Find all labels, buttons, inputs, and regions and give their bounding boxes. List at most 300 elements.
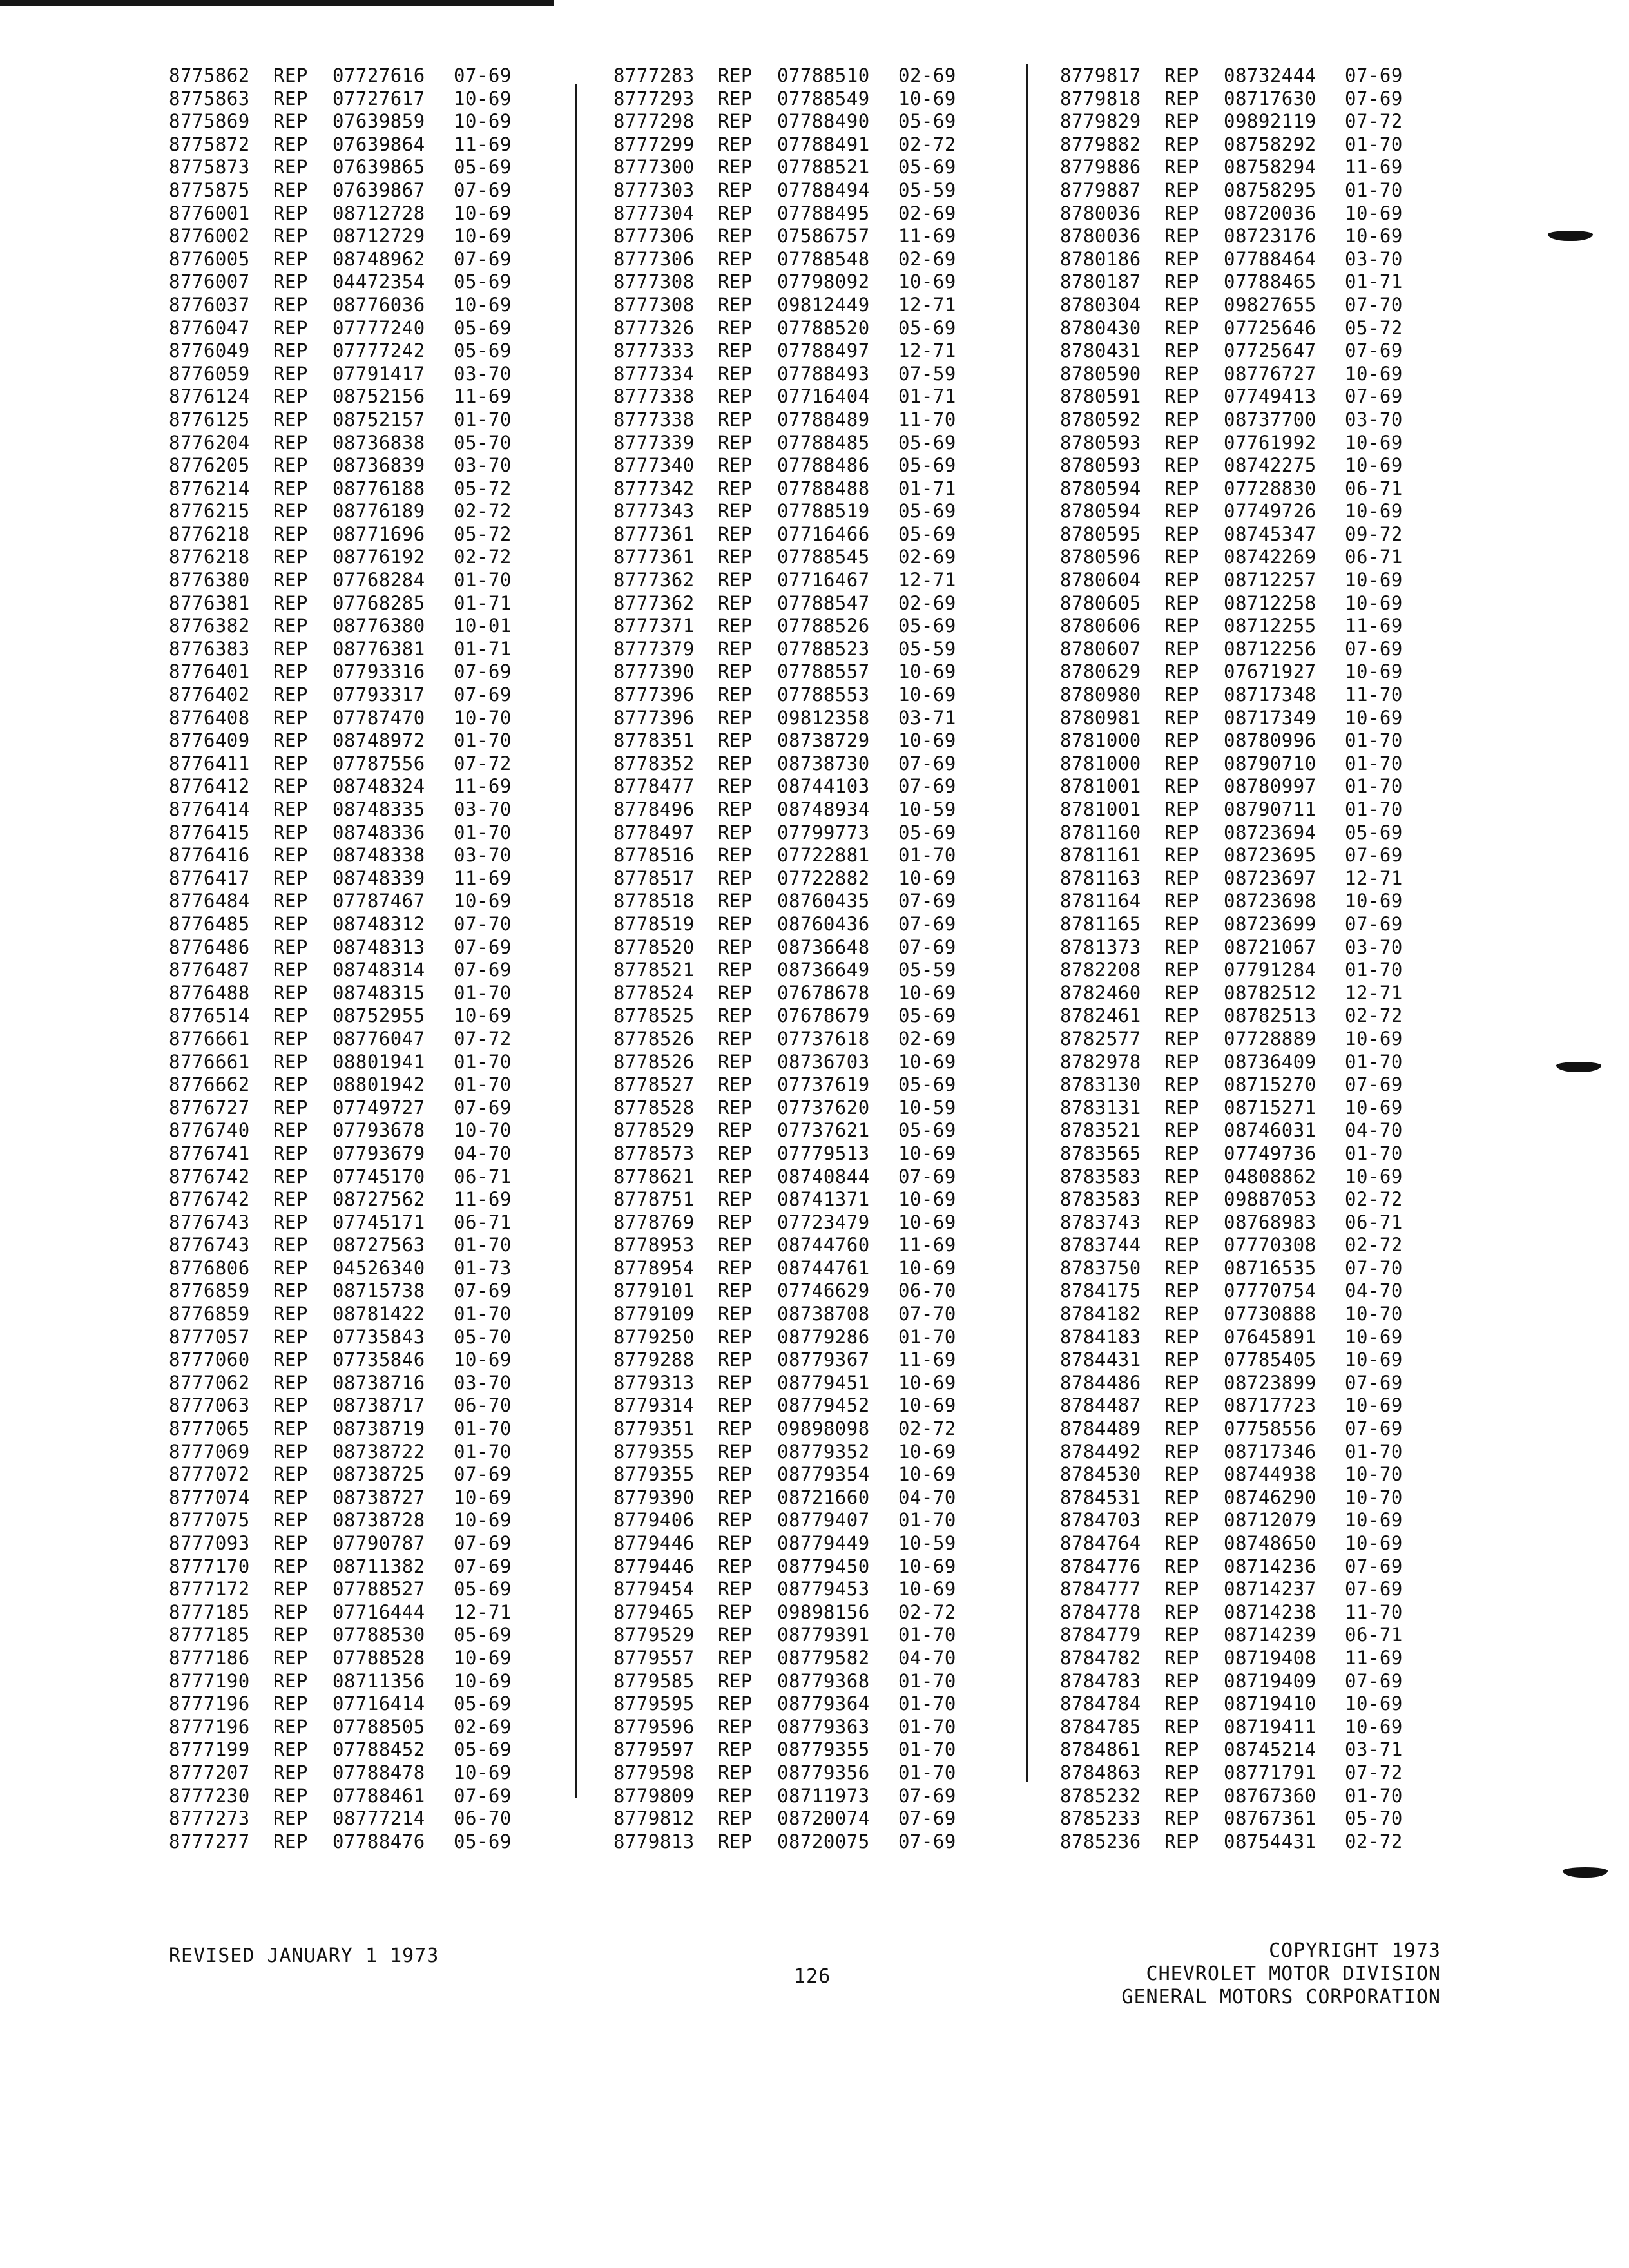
replacement-number: 08779453 [777, 1578, 870, 1600]
table-row [1060, 729, 1472, 753]
parts-column-2 [613, 64, 1026, 1853]
replacement-number: 07768284 [333, 569, 425, 591]
table-row [613, 1693, 1026, 1716]
part-number: 8785236 [1060, 1830, 1141, 1852]
rep-code: REP [273, 1004, 308, 1027]
part-number: 8782461 [1060, 1004, 1141, 1027]
effective-date: 10-69 [454, 1669, 512, 1692]
rep-code: REP [718, 454, 753, 477]
copyright-line: COPYRIGHT 1973 [1269, 1939, 1441, 1962]
table-row [169, 1555, 581, 1579]
effective-date: 11-69 [1345, 156, 1403, 178]
table-row [613, 615, 1026, 638]
effective-date: 10-69 [1345, 1693, 1403, 1715]
rep-code: REP [1164, 1463, 1199, 1486]
table-row [613, 1647, 1026, 1670]
replacement-number: 07788521 [777, 156, 870, 178]
replacement-number: 08742275 [1224, 454, 1316, 477]
table-row [1060, 1716, 1472, 1739]
effective-date: 07-69 [1345, 637, 1403, 660]
rep-code: REP [273, 156, 308, 178]
rep-code: REP [273, 1715, 308, 1738]
rep-code: REP [1164, 1669, 1199, 1692]
replacement-number: 08748314 [333, 959, 425, 981]
effective-date: 06-71 [1345, 477, 1403, 499]
effective-date: 01-70 [1345, 133, 1403, 155]
rep-code: REP [718, 1211, 753, 1233]
part-number: 8777306 [613, 247, 695, 270]
replacement-number: 07639859 [333, 110, 425, 133]
rep-code: REP [718, 615, 753, 637]
part-number: 8777293 [613, 87, 695, 110]
replacement-number: 08779368 [777, 1669, 870, 1692]
part-number: 8777057 [169, 1325, 250, 1348]
part-number: 8779529 [613, 1624, 695, 1646]
replacement-number: 08712257 [1224, 569, 1316, 591]
effective-date: 05-69 [454, 1738, 512, 1761]
replacement-number: 08758295 [1224, 178, 1316, 201]
part-number: 8779596 [613, 1715, 695, 1738]
rep-code: REP [273, 431, 308, 454]
table-row [169, 1004, 581, 1028]
table-row [1060, 660, 1472, 684]
effective-date: 10-70 [454, 1119, 512, 1142]
table-row [613, 1762, 1026, 1785]
part-number: 8776409 [169, 729, 250, 752]
part-number: 8776214 [169, 477, 250, 499]
column-divider-2 [1026, 64, 1028, 1782]
rep-code: REP [718, 1440, 753, 1463]
effective-date: 10-69 [898, 867, 956, 889]
replacement-number: 08712258 [1224, 591, 1316, 614]
replacement-number: 08745214 [1224, 1738, 1316, 1761]
rep-code: REP [1164, 798, 1199, 820]
replacement-number: 08748312 [333, 912, 425, 935]
table-row [1060, 1441, 1472, 1464]
part-number: 8777230 [169, 1784, 250, 1807]
replacement-number: 08781422 [333, 1303, 425, 1325]
rep-code: REP [273, 1280, 308, 1302]
table-row [1060, 1831, 1472, 1854]
table-row [1060, 156, 1472, 179]
table-row [169, 1418, 581, 1441]
table-row [1060, 88, 1472, 111]
table-row [613, 1073, 1026, 1097]
effective-date: 05-69 [454, 271, 512, 293]
effective-date: 07-69 [898, 1165, 956, 1187]
rep-code: REP [1164, 1693, 1199, 1715]
replacement-number: 08780997 [1224, 775, 1316, 798]
effective-date: 09-72 [1345, 523, 1403, 545]
table-row [1060, 684, 1472, 707]
part-number: 8777308 [613, 271, 695, 293]
part-number: 8783744 [1060, 1234, 1141, 1256]
table-row [169, 1578, 581, 1601]
replacement-number: 07725646 [1224, 316, 1316, 339]
part-number: 8780430 [1060, 316, 1141, 339]
table-row [1060, 1073, 1472, 1097]
table-row [613, 1142, 1026, 1166]
table-row [169, 775, 581, 798]
effective-date: 01-70 [1345, 798, 1403, 820]
rep-code: REP [1164, 1418, 1199, 1440]
table-row [613, 385, 1026, 408]
table-row [169, 729, 581, 753]
part-number: 8779882 [1060, 133, 1141, 155]
rep-code: REP [718, 1280, 753, 1302]
part-number: 8777361 [613, 546, 695, 568]
part-number: 8776514 [169, 1004, 250, 1027]
rep-code: REP [1164, 1280, 1199, 1302]
table-row [613, 1257, 1026, 1280]
effective-date: 10-69 [898, 981, 956, 1004]
effective-date: 06-70 [454, 1807, 512, 1830]
replacement-number: 08715270 [1224, 1073, 1316, 1096]
table-row [613, 1578, 1026, 1601]
part-number: 8779406 [613, 1509, 695, 1532]
table-row [169, 1303, 581, 1326]
effective-date: 11-69 [454, 867, 512, 889]
rep-code: REP [718, 1600, 753, 1623]
part-number: 8776414 [169, 798, 250, 820]
replacement-number: 07790787 [333, 1532, 425, 1554]
rep-code: REP [718, 1234, 753, 1256]
rep-code: REP [273, 225, 308, 247]
part-number: 8776740 [169, 1119, 250, 1142]
rep-code: REP [1164, 454, 1199, 477]
table-row [613, 1349, 1026, 1372]
part-number: 8784782 [1060, 1646, 1141, 1669]
table-row [169, 798, 581, 822]
table-row [613, 684, 1026, 707]
rep-code: REP [718, 500, 753, 523]
rep-code: REP [273, 1371, 308, 1394]
effective-date: 03-70 [1345, 936, 1403, 958]
effective-date: 07-69 [454, 660, 512, 683]
effective-date: 02-72 [1345, 1004, 1403, 1027]
rep-code: REP [273, 1646, 308, 1669]
replacement-number: 08776036 [333, 293, 425, 316]
replacement-number: 08758294 [1224, 156, 1316, 178]
effective-date: 07-69 [1345, 87, 1403, 110]
rep-code: REP [273, 1073, 308, 1096]
table-row [613, 1166, 1026, 1189]
rep-code: REP [1164, 1371, 1199, 1394]
replacement-number: 08801941 [333, 1050, 425, 1073]
table-row [1060, 1051, 1472, 1074]
effective-date: 07-59 [898, 362, 956, 385]
part-number: 8777060 [169, 1349, 250, 1371]
effective-date: 03-70 [454, 844, 512, 867]
replacement-number: 08723694 [1224, 821, 1316, 843]
replacement-number: 08790710 [1224, 752, 1316, 774]
replacement-number: 09898098 [777, 1418, 870, 1440]
rep-code: REP [273, 1256, 308, 1279]
effective-date: 10-69 [898, 1142, 956, 1164]
replacement-number: 08782512 [1224, 981, 1316, 1004]
table-row [613, 798, 1026, 822]
part-number: 8778477 [613, 775, 695, 798]
table-row [169, 133, 581, 157]
table-row [1060, 1257, 1472, 1280]
replacement-number: 08736648 [777, 936, 870, 958]
part-number: 8776218 [169, 523, 250, 545]
table-row [169, 660, 581, 684]
replacement-number: 08712728 [333, 202, 425, 224]
part-number: 8776415 [169, 821, 250, 843]
table-row [613, 1394, 1026, 1418]
replacement-number: 08738727 [333, 1486, 425, 1508]
replacement-number: 07722882 [777, 867, 870, 889]
replacement-number: 08776192 [333, 546, 425, 568]
table-row [1060, 317, 1472, 340]
effective-date: 10-69 [898, 1256, 956, 1279]
replacement-number: 07791417 [333, 362, 425, 385]
effective-date: 10-70 [454, 706, 512, 729]
effective-date: 05-69 [454, 316, 512, 339]
part-number: 8779809 [613, 1784, 695, 1807]
part-number: 8779351 [613, 1418, 695, 1440]
part-number: 8779446 [613, 1555, 695, 1577]
effective-date: 10-70 [1345, 1303, 1403, 1325]
rep-code: REP [273, 890, 308, 912]
rep-code: REP [1164, 546, 1199, 568]
effective-date: 07-70 [1345, 1256, 1403, 1279]
replacement-number: 07745171 [333, 1211, 425, 1233]
rep-code: REP [1164, 271, 1199, 293]
effective-date: 07-69 [898, 752, 956, 774]
binder-hole-mark [1548, 231, 1593, 241]
table-row [169, 179, 581, 202]
rep-code: REP [273, 1119, 308, 1142]
replacement-number: 08779367 [777, 1349, 870, 1371]
effective-date: 05-70 [1345, 1807, 1403, 1830]
table-row [169, 363, 581, 386]
part-number: 8777298 [613, 110, 695, 133]
effective-date: 07-69 [454, 959, 512, 981]
replacement-number: 08768983 [1224, 1211, 1316, 1233]
effective-date: 07-69 [454, 247, 512, 270]
effective-date: 01-70 [898, 1715, 956, 1738]
effective-date: 07-69 [1345, 385, 1403, 408]
replacement-number: 07788491 [777, 133, 870, 155]
part-number: 8780981 [1060, 706, 1141, 729]
replacement-number: 08712256 [1224, 637, 1316, 660]
replacement-number: 08714237 [1224, 1578, 1316, 1600]
table-row [1060, 1234, 1472, 1257]
part-number: 8776859 [169, 1280, 250, 1302]
effective-date: 01-70 [898, 1509, 956, 1532]
replacement-number: 08752156 [333, 385, 425, 408]
part-number: 8776661 [169, 1027, 250, 1050]
effective-date: 11-69 [898, 225, 956, 247]
table-row [613, 1372, 1026, 1395]
part-number: 8778517 [613, 867, 695, 889]
effective-date: 05-59 [898, 178, 956, 201]
replacement-number: 08782513 [1224, 1004, 1316, 1027]
table-row [1060, 546, 1472, 569]
effective-date: 06-71 [1345, 1211, 1403, 1233]
part-number: 8784486 [1060, 1371, 1141, 1394]
part-number: 8780036 [1060, 225, 1141, 247]
table-row [169, 88, 581, 111]
replacement-number: 07737618 [777, 1027, 870, 1050]
rep-code: REP [1164, 156, 1199, 178]
rep-code: REP [718, 1578, 753, 1600]
replacement-number: 08779450 [777, 1555, 870, 1577]
part-number: 8776742 [169, 1188, 250, 1211]
table-row [169, 1693, 581, 1716]
table-row [169, 546, 581, 569]
table-row [613, 936, 1026, 959]
replacement-number: 07788486 [777, 454, 870, 477]
rep-code: REP [1164, 684, 1199, 706]
rep-code: REP [273, 1027, 308, 1050]
part-number: 8779597 [613, 1738, 695, 1761]
replacement-number: 07749727 [333, 1096, 425, 1119]
effective-date: 01-70 [898, 1624, 956, 1646]
table-row [1060, 1418, 1472, 1441]
rep-code: REP [1164, 1211, 1199, 1233]
effective-date: 05-69 [898, 821, 956, 843]
part-number: 8777304 [613, 202, 695, 224]
effective-date: 01-70 [454, 408, 512, 430]
table-row [613, 1004, 1026, 1028]
rep-code: REP [718, 293, 753, 316]
rep-code: REP [273, 867, 308, 889]
effective-date: 03-70 [454, 798, 512, 820]
replacement-number: 08727563 [333, 1234, 425, 1256]
effective-date: 01-70 [898, 1669, 956, 1692]
part-number: 8776488 [169, 981, 250, 1004]
effective-date: 05-69 [454, 340, 512, 362]
effective-date: 07-69 [1345, 1555, 1403, 1577]
effective-date: 01-70 [898, 1761, 956, 1783]
part-number: 8783131 [1060, 1096, 1141, 1119]
table-row [1060, 1624, 1472, 1647]
effective-date: 10-69 [1345, 431, 1403, 454]
effective-date: 05-69 [898, 156, 956, 178]
part-number: 8779250 [613, 1325, 695, 1348]
replacement-number: 07788530 [333, 1624, 425, 1646]
replacement-number: 07788452 [333, 1738, 425, 1761]
rep-code: REP [718, 178, 753, 201]
table-row [169, 1831, 581, 1854]
rep-code: REP [273, 684, 308, 706]
effective-date: 10-69 [898, 729, 956, 752]
effective-date: 10-69 [454, 1004, 512, 1027]
rep-code: REP [1164, 225, 1199, 247]
part-number: 8776215 [169, 500, 250, 523]
part-number: 8777333 [613, 340, 695, 362]
rep-code: REP [273, 1188, 308, 1211]
rep-code: REP [718, 798, 753, 820]
replacement-number: 07716404 [777, 385, 870, 408]
part-number: 8778528 [613, 1096, 695, 1119]
part-number: 8781164 [1060, 890, 1141, 912]
replacement-number: 08748339 [333, 867, 425, 889]
replacement-number: 08742269 [1224, 546, 1316, 568]
rep-code: REP [1164, 1624, 1199, 1646]
part-number: 8778751 [613, 1188, 695, 1211]
rep-code: REP [718, 1509, 753, 1532]
table-row [613, 363, 1026, 386]
rep-code: REP [273, 1807, 308, 1830]
table-row [613, 432, 1026, 455]
part-number: 8780980 [1060, 684, 1141, 706]
effective-date: 11-69 [898, 1349, 956, 1371]
table-row [169, 432, 581, 455]
table-row [1060, 1555, 1472, 1579]
part-number: 8781000 [1060, 729, 1141, 752]
part-number: 8776007 [169, 271, 250, 293]
table-row [1060, 1601, 1472, 1624]
rep-code: REP [273, 1349, 308, 1371]
replacement-number: 08711973 [777, 1784, 870, 1807]
effective-date: 10-69 [454, 1761, 512, 1783]
rep-code: REP [273, 271, 308, 293]
replacement-number: 08754431 [1224, 1830, 1316, 1852]
replacement-number: 08776188 [333, 477, 425, 499]
effective-date: 10-69 [898, 1440, 956, 1463]
effective-date: 01-71 [1345, 271, 1403, 293]
rep-code: REP [718, 1394, 753, 1417]
table-row [1060, 340, 1472, 363]
replacement-number: 08744761 [777, 1256, 870, 1279]
rep-code: REP [1164, 1555, 1199, 1577]
table-row [613, 248, 1026, 271]
effective-date: 10-59 [898, 798, 956, 820]
effective-date: 05-72 [454, 477, 512, 499]
part-number: 8784776 [1060, 1555, 1141, 1577]
effective-date: 10-69 [1345, 1509, 1403, 1532]
effective-date: 10-69 [454, 293, 512, 316]
rep-code: REP [718, 1715, 753, 1738]
part-number: 8784431 [1060, 1349, 1141, 1371]
rep-code: REP [273, 1555, 308, 1577]
replacement-number: 08779452 [777, 1394, 870, 1417]
replacement-number: 08779582 [777, 1646, 870, 1669]
replacement-number: 07737621 [777, 1119, 870, 1142]
effective-date: 05-69 [898, 615, 956, 637]
part-number: 8776047 [169, 316, 250, 339]
part-number: 8781163 [1060, 867, 1141, 889]
rep-code: REP [1164, 247, 1199, 270]
rep-code: REP [718, 1325, 753, 1348]
effective-date: 01-70 [898, 844, 956, 867]
effective-date: 10-69 [454, 1509, 512, 1532]
part-number: 8779465 [613, 1600, 695, 1623]
part-number: 8777196 [169, 1693, 250, 1715]
effective-date: 02-69 [898, 64, 956, 86]
part-number: 8782577 [1060, 1027, 1141, 1050]
part-number: 8776485 [169, 912, 250, 935]
part-number: 8777063 [169, 1394, 250, 1417]
part-number: 8778525 [613, 1004, 695, 1027]
part-number: 8777065 [169, 1418, 250, 1440]
part-number: 8784492 [1060, 1440, 1141, 1463]
part-number: 8776205 [169, 454, 250, 477]
part-number: 8784489 [1060, 1418, 1141, 1440]
part-number: 8777396 [613, 684, 695, 706]
rep-code: REP [718, 1486, 753, 1508]
effective-date: 01-70 [454, 1440, 512, 1463]
part-number: 8779313 [613, 1371, 695, 1394]
replacement-number: 09827655 [1224, 293, 1316, 316]
part-number: 8776380 [169, 569, 250, 591]
effective-date: 05-69 [898, 454, 956, 477]
effective-date: 01-70 [454, 1050, 512, 1073]
